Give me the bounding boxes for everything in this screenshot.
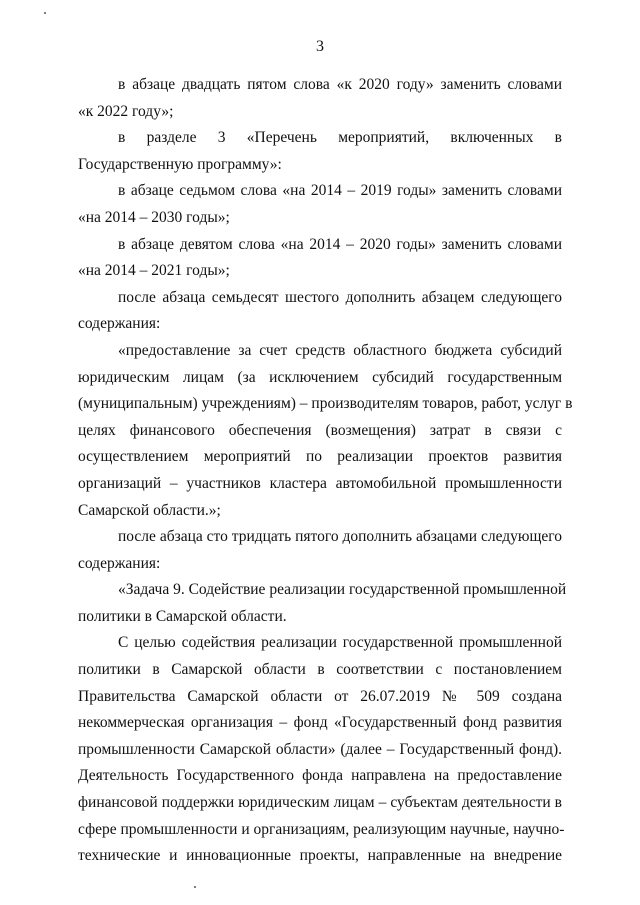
paragraph	[78, 232, 562, 285]
text-line: содержания:	[78, 554, 161, 572]
paragraph	[78, 72, 562, 125]
text-line: (муниципальным) учреждениям) – производителям товаров, работ, услуг в	[78, 395, 573, 413]
text-line: «предоставление за счет средств областного бюджета субсидий	[118, 341, 562, 359]
paragraph	[78, 577, 567, 630]
text-line: содержания:	[78, 315, 161, 333]
paragraph	[78, 630, 565, 869]
text-line: Государственную программу»:	[78, 155, 282, 173]
text-line: в абзаце седьмом слова «на 2014 – 2019 годы» заменить словами	[118, 182, 562, 200]
document-body	[78, 72, 573, 870]
page-number: 3	[316, 38, 324, 55]
paragraph	[78, 285, 562, 338]
scan-speck	[194, 886, 196, 888]
text-line: после абзаца семьдесят шестого дополнить абзацем следующего	[118, 288, 562, 306]
text-line: финансовой поддержки юридическим лицам – субъектам деятельности в	[78, 794, 562, 812]
text-line: «к 2022 году»;	[78, 102, 174, 120]
text-line: технические и инновационные проекты, направленные на внедрение	[78, 847, 562, 865]
text-line: политики в Самарской области в соответствии с постановлением	[78, 661, 562, 679]
text-line: в абзаце девятом слова «на 2014 – 2020 годы» заменить словами	[118, 235, 562, 253]
scan-speck	[44, 12, 46, 14]
text-line: юридическим лицам (за исключением субсидий государственным	[78, 368, 562, 386]
text-line: сфере промышленности и организациям, реализующим научные, научно-	[78, 820, 565, 838]
text-line: политики в Самарской области.	[78, 607, 287, 625]
text-line: «на 2014 – 2021 годы»;	[78, 262, 230, 280]
paragraph	[78, 125, 562, 178]
text-line: «на 2014 – 2030 годы»;	[78, 208, 230, 226]
text-line: «Задача 9. Содействие реализации государственной промышленной	[118, 581, 567, 599]
text-line: целях финансового обеспечения (возмещения) затрат в связи с	[78, 421, 562, 439]
text-line: в разделе 3 «Перечень мероприятий, включенных в	[118, 129, 562, 147]
text-line: Самарской области.»;	[78, 501, 221, 519]
paragraph	[78, 524, 562, 577]
text-line: Деятельность Государственного фонда направлена на предоставление	[78, 767, 562, 785]
text-line: некоммерческая организация – фонд «Государственный фонд развития	[78, 714, 562, 732]
text-line: организаций – участников кластера автомобильной промышленности	[78, 474, 562, 492]
text-line: Правительства Самарской области от 26.07.2019 № 509 создана	[78, 687, 562, 705]
text-line: в абзаце двадцать пятом слова «к 2020 году» заменить словами	[118, 76, 562, 93]
paragraph	[78, 178, 562, 231]
paragraph	[78, 338, 573, 524]
text-line: промышленности Самарской области» (далее – Государственный фонд).	[78, 740, 562, 758]
text-line: после абзаца сто тридцать пятого дополнить абзацами следующего	[118, 528, 562, 546]
text-line: С целью содействия реализации государственной промышленной	[118, 634, 562, 652]
text-line: осуществлением мероприятий по реализации проектов развития	[78, 448, 562, 466]
